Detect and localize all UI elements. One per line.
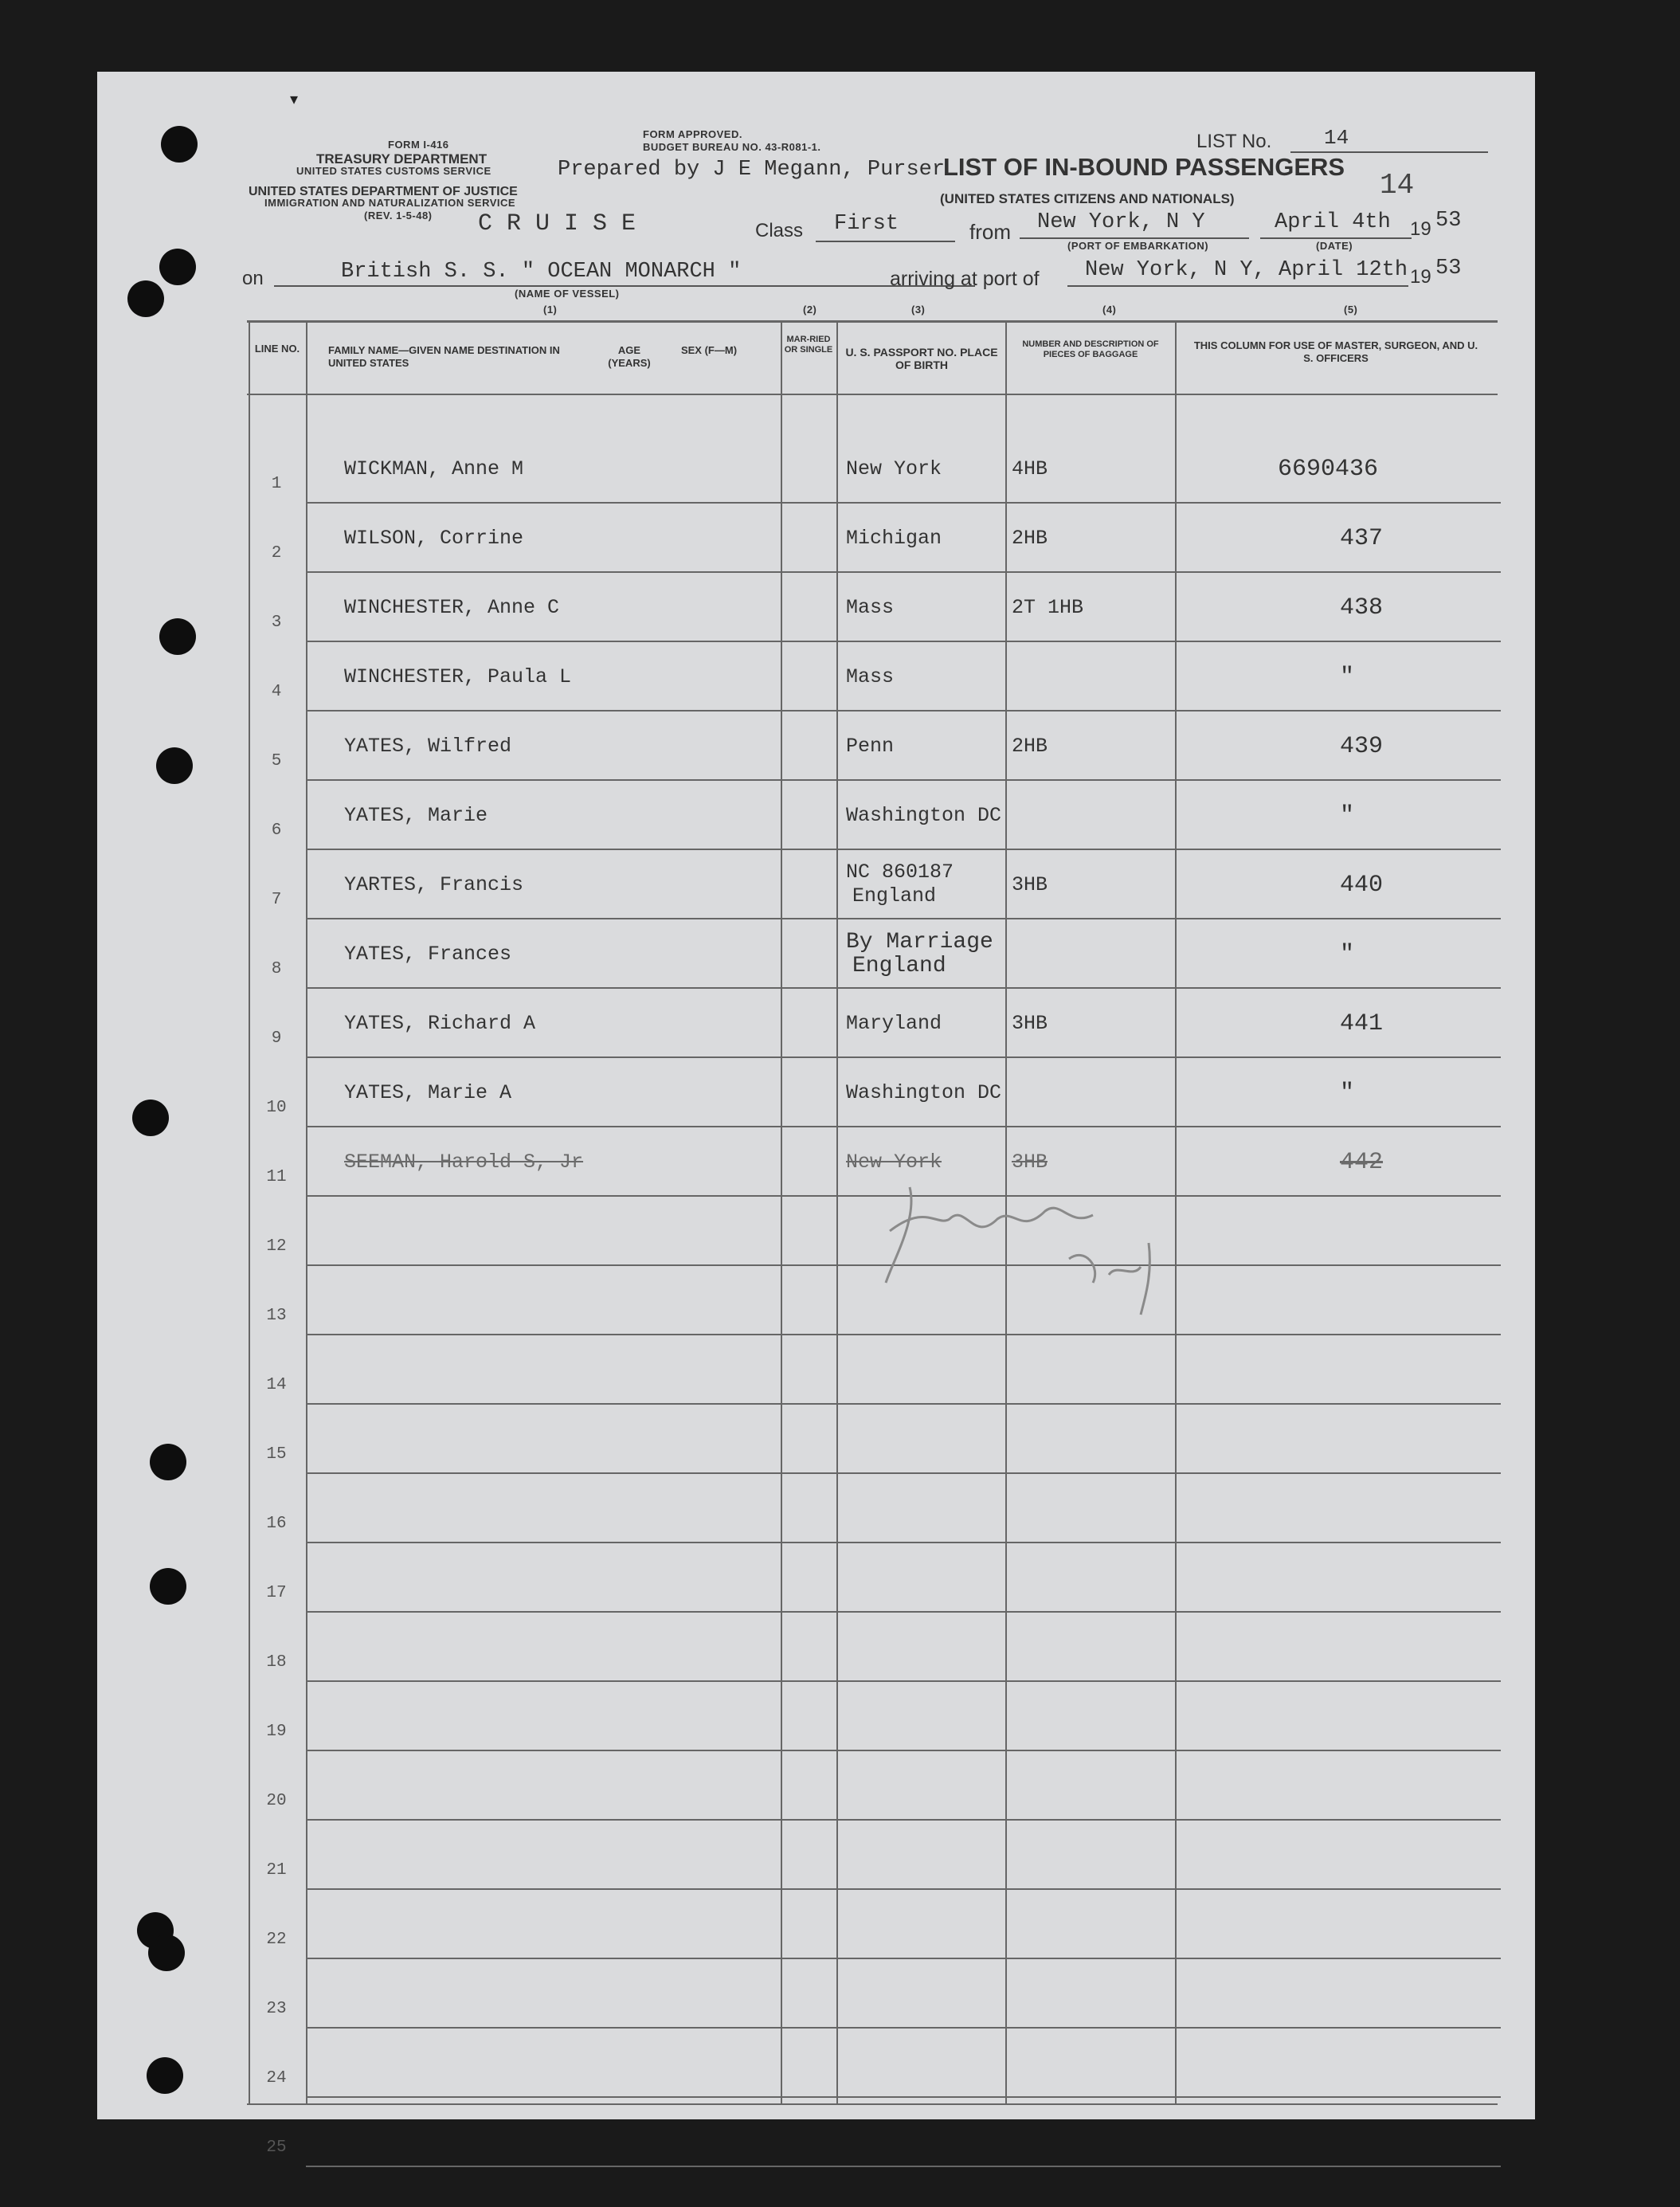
line-number: 7 [271,891,282,909]
depart-year: 53 [1435,209,1462,233]
header-officers: THIS COLUMN FOR USE OF MASTER, SURGEON, AND U. S. OFFICERS [1193,339,1478,364]
line-number: 17 [266,1584,287,1602]
passenger-name: YARTES, Francis [344,873,524,896]
header-age: AGE (YEARS) [608,344,651,369]
doj-header: UNITED STATES DEPARTMENT OF JUSTICE [249,185,518,198]
officer-number: 439 [1340,733,1384,760]
form-title: LIST OF IN-BOUND PASSENGERS [943,153,1345,181]
line-number: 16 [266,1515,287,1533]
place-of-birth: New York [846,1151,942,1174]
col-num-4: (4) [1102,304,1117,316]
binder-hole [156,747,193,784]
col-num-2: (2) [803,304,817,316]
officer-number: 438 [1340,594,1384,621]
line-number: 21 [266,1861,287,1880]
line-number: 10 [266,1099,287,1117]
vessel-name: British S. S. " OCEAN MONARCH " [341,260,742,284]
col-num-5: (5) [1344,304,1358,316]
line-number: 25 [266,2138,287,2157]
list-no-stamp: 14 [1380,169,1415,202]
line-number: 19 [266,1723,287,1741]
revision: (REV. 1-5-48) [364,210,433,221]
place-of-birth: Maryland [846,1012,942,1035]
header-name: FAMILY NAME—GIVEN NAME DESTINATION IN UNITED STATES [328,344,560,369]
treasury-dept: TREASURY DEPARTMENT [316,151,488,167]
from-port: New York, N Y [1037,210,1205,234]
baggage-pieces: 2HB [1012,735,1048,758]
line-number: 8 [271,960,282,978]
place-of-birth-line2: England [852,954,946,978]
officer-number: 441 [1340,1010,1384,1037]
form-number: FORM I-416 [388,139,449,151]
line-number: 24 [266,2069,287,2087]
binder-hole [161,126,198,163]
port-embark-caption: (PORT OF EMBARKATION) [1067,240,1209,252]
line-number: 4 [271,683,282,701]
from-label: from [969,220,1011,244]
baggage-pieces: 4HB [1012,457,1048,480]
line-number: 15 [266,1445,287,1464]
line-number: 20 [266,1792,287,1810]
line-number: 12 [266,1237,287,1256]
line-number: 22 [266,1931,287,1949]
ins-header: IMMIGRATION AND NATURALIZATION SERVICE [264,197,516,209]
on-label: on [242,268,264,289]
line-number: 6 [271,821,282,840]
vessel-caption: (NAME OF VESSEL) [515,288,620,300]
line-number: 23 [266,2000,287,2018]
baggage-pieces: 3HB [1012,1012,1048,1035]
binder-hole [150,1568,186,1605]
arrival-year: 53 [1435,257,1462,280]
form-sheet [97,72,1535,2157]
binder-hole [159,618,196,655]
baggage-pieces: 3HB [1012,1151,1048,1174]
line-number: 2 [271,544,282,563]
passenger-name: YATES, Marie [344,804,488,827]
binder-hole [132,1100,169,1136]
baggage-pieces: 3HB [1012,873,1048,896]
col-num-3: (3) [911,304,926,316]
passenger-name: SEEMAN, Harold S, Jr [344,1151,584,1174]
depart-date: April 4th [1275,210,1391,234]
ink-mark: ▾ [290,89,299,108]
binder-hole [159,249,196,285]
place-of-birth: Washington DC [846,804,1002,827]
header-baggage: NUMBER AND DESCRIPTION OF PIECES OF BAGGAGE [1022,339,1159,359]
customs-service: UNITED STATES CUSTOMS SERVICE [296,165,491,177]
passenger-table [97,72,1535,2157]
class-label: Class [755,220,804,241]
arrival-port-date: New York, N Y, April 12th [1085,258,1408,282]
form-subtitle: (UNITED STATES CITIZENS AND NATIONALS) [940,191,1235,206]
line-number: 13 [266,1307,287,1325]
binder-hole [148,1935,185,1971]
place-of-birth: NC 860187 [846,860,954,884]
date-caption: (DATE) [1316,240,1353,252]
line-number: 18 [266,1653,287,1672]
class-value: First [834,212,899,236]
line-number: 5 [271,752,282,770]
passenger-name: YATES, Richard A [344,1012,536,1035]
line-number: 9 [271,1029,282,1048]
header-line-no: LINE NO. [254,343,300,355]
passenger-name: WILSON, Corrine [344,527,524,550]
officer-number: " [1340,802,1355,829]
officer-number: 437 [1340,525,1384,552]
place-of-birth: Penn [846,735,895,758]
passenger-name: YATES, Marie A [344,1081,512,1104]
binder-hole [147,2057,183,2094]
passenger-name: WINCHESTER, Anne C [344,596,560,619]
passenger-name: WINCHESTER, Paula L [344,665,572,688]
line-number: 14 [266,1376,287,1394]
officer-number: " [1340,664,1355,691]
col-num-1: (1) [543,304,558,316]
passenger-name: YATES, Wilfred [344,735,512,758]
depart-year-prefix: 19 [1410,218,1431,240]
place-of-birth: By Marriage [846,930,993,955]
binder-hole [150,1444,186,1480]
binder-hole [127,280,164,317]
officer-number: " [1340,1080,1355,1107]
signature-scrawl [862,1171,1181,1354]
passenger-name: WICKMAN, Anne M [344,457,524,480]
cruise-label: C R U I S E [478,210,636,237]
baggage-pieces: 2T 1HB [1012,596,1084,619]
header-passport: U. S. PASSPORT NO. PLACE OF BIRTH [845,346,998,371]
form-approved: FORM APPROVED. [643,128,742,140]
place-of-birth: Mass [846,665,895,688]
place-of-birth-line2: England [852,884,937,907]
list-no-label: LIST No. [1196,131,1272,152]
officer-number: " [1340,941,1355,968]
prepared-by: Prepared by J E Megann, Purser [558,158,946,182]
arrival-year-prefix: 19 [1410,266,1431,288]
header-married: MAR-RIED OR SINGLE [784,335,833,355]
place-of-birth: Michigan [846,527,942,550]
officer-number: 6690436 [1278,456,1379,483]
baggage-pieces: 2HB [1012,527,1048,550]
line-number: 1 [271,475,282,493]
line-number: 11 [266,1168,287,1186]
list-no-value: 14 [1324,126,1349,150]
line-number: 3 [271,613,282,632]
passenger-name: YATES, Frances [344,943,512,966]
place-of-birth: New York [846,457,942,480]
officer-number: 440 [1340,872,1384,899]
officer-number: 442 [1340,1149,1384,1176]
place-of-birth: Washington DC [846,1081,1002,1104]
budget-bureau: BUDGET BUREAU NO. 43-R081-1. [643,141,821,153]
arriving-label: arriving at port of [890,268,1040,290]
place-of-birth: Mass [846,596,895,619]
header-sex: SEX (F—M) [680,344,738,356]
